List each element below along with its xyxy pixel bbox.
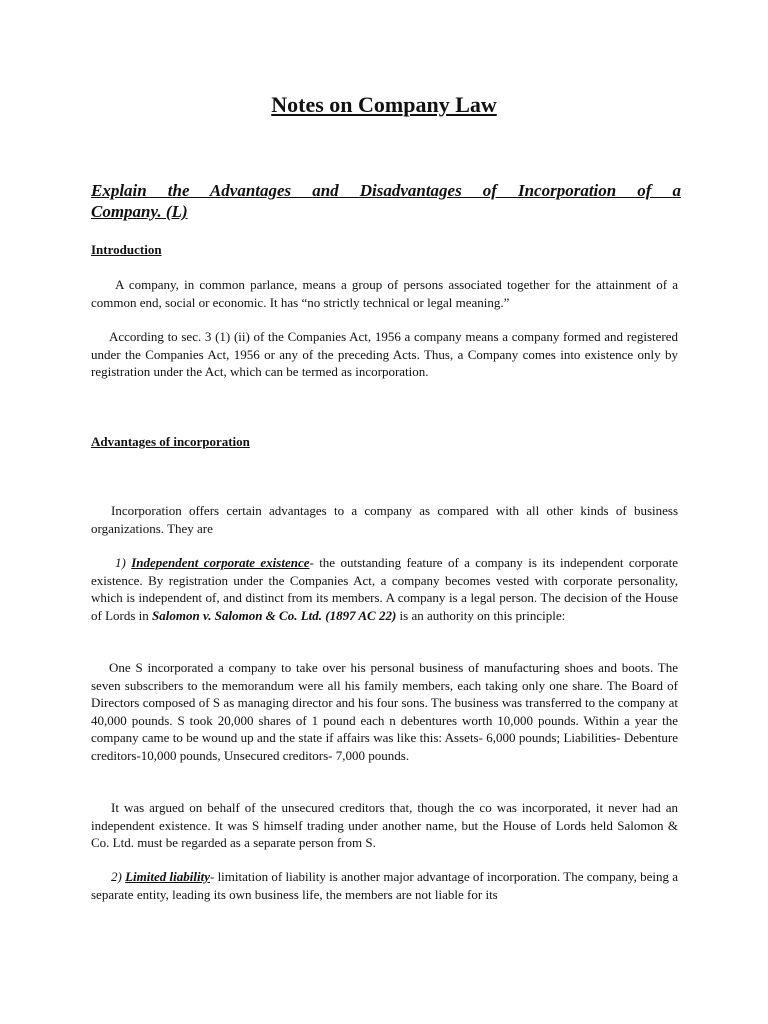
case-facts-paragraph: One S incorporated a company to take over his personal business of manufacturing shoes and boots. The seven subscribers to the memorandum were all his family members, each taking only one share. The Board of Directors composed of S as managing director and his four sons. The business was transferred to the company at 40,000 pounds. S took 20,000 shares of 1 pound each n debentures worth 10,000 pounds. Within a year the company came to be wound up and the state if affairs was like this: Assets- 6,000 pounds; Liabilities- Debenture creditors-10,000 pounds, Unsecured creditors- 7,000 pounds. [91,660,678,763]
question-line-2: Company. (L) [91,202,188,221]
question-line-1: Explain the Advantages and Disadvantages of Incorporation of a [91,181,681,200]
item-1-term: Independent corporate existence [131,555,310,570]
advantages-intro-paragraph: Incorporation offers certain advantages to a company as compared with all other kinds of business organizations. They are [91,503,678,536]
intro-paragraph-1: A company, in common parlance, means a group of persons associated together for the attainment of a common end, social or economic. It has “no strictly technical or legal meaning.” [91,277,678,310]
intro-paragraph-2: According to sec. 3 (1) (ii) of the Companies Act, 1956 a company means a company formed and registered under the Companies Act, 1956 or any of the preceding Acts. Thus, a Company comes into existence only by registration under the Act, which can be termed as incorporation. [91,329,678,379]
advantage-item-1 [91,554,678,624]
question-heading [91,180,681,222]
introduction-heading: Introduction [91,242,162,257]
document-title: Notes on Company Law [271,92,497,117]
item-1-case-citation: Salomon v. Salomon & Co. Ltd. (1897 AC 22) [152,607,397,623]
item-2-term: Limited liability [125,869,210,884]
advantages-heading: Advantages of incorporation [91,434,250,449]
argument-paragraph: It was argued on behalf of the unsecured creditors that, though the co was incorporated, it never had an independent existence. It was S himself trading under another name, but the House of Lords held Salomon & Co. Ltd. must be regarded as a separate person from S. [91,800,678,850]
item-1-text-end: is an authority on this principle: [396,607,566,623]
advantage-item-2 [91,868,678,903]
item-1-number: 1) [115,555,126,570]
item-1-text: - the outstanding feature of a company is its independent corporate existence. By registration under the Companies Act, a company becomes vested with corporate personality, which is independent of, and distinct from its members. A company is a legal person. The decision of the House of Lords in [91,555,678,623]
item-2-number: 2) [111,869,122,884]
item-2-text: - limitation of liability is another major advantage of incorporation. The company, being a separate entity, leading its own business life, the members are not liable for its [91,869,679,902]
